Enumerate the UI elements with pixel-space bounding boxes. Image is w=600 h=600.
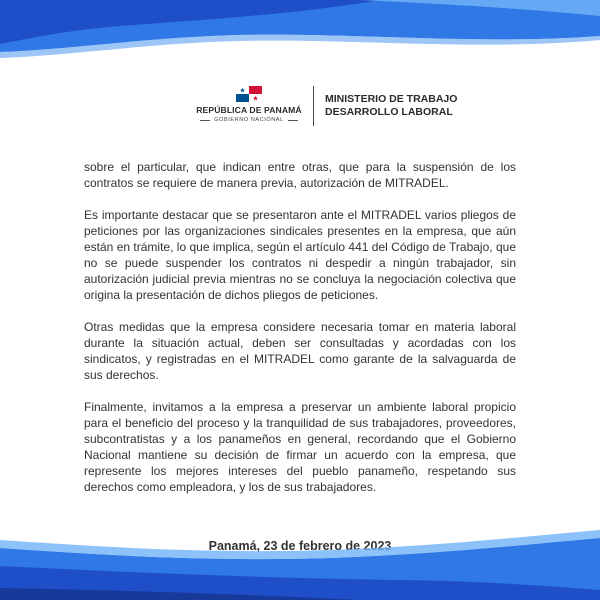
government-subtitle: GOBIERNO NACIONAL: [214, 117, 284, 123]
ministry-line-1: MINISTERIO DE TRABAJO: [325, 93, 458, 105]
ministry-name: [325, 93, 457, 119]
subtitle-rule-right: [288, 120, 298, 121]
government-logo: [192, 86, 306, 123]
statement-date: Panamá, 23 de febrero de 2023: [208, 539, 392, 553]
government-subtitle-row: [192, 117, 306, 123]
bottom-wave-decoration: [0, 528, 600, 600]
header-divider: [313, 86, 314, 126]
statement-body: [84, 159, 516, 511]
document-header: [0, 84, 600, 134]
top-wave-decoration: [0, 0, 600, 70]
subtitle-rule-left: [200, 120, 210, 121]
panama-flag-icon: [236, 86, 262, 102]
paragraph: Es importante destacar que se presentaron ante el MITRADEL varios pliegos de peticiones por las organizaciones sindicales presentes en la empresa, que aún están en trámite, lo que implica, según el artículo 441 del Código de Trabajo, que no se puede suspender los contratos ni despedir a ningún trabajador, sin autorización judicial previa mientras no se concluya la negociación colectiva que origina la presentación de dichos pliegos de peticiones.: [84, 208, 516, 302]
government-name: REPÚBLICA DE PANAMÁ: [196, 105, 302, 115]
paragraph: Otras medidas que la empresa considere necesaria tomar en materia laboral durante la situación actual, deben ser consultadas y acordadas con los sindicatos, y registradas en el MITRADEL como garante de la salvaguarda de sus derechos.: [84, 320, 516, 382]
paragraph: sobre el particular, que indican entre otras, que para la suspensión de los contratos se requiere de manera previa, autorización de MITRADEL.: [84, 160, 516, 190]
ministry-line-2: DESARROLLO LABORAL: [325, 106, 453, 118]
paragraph: Finalmente, invitamos a la empresa a preservar un ambiente laboral propicio para el beneficio del proceso y la tranquilidad de sus trabajadores, proveedores, subcontratistas y a los panameños en general, recordando que el Gobierno Nacional mantiene su decisión de firmar un acuerdo con la empresa, que represente los mejores intereses del pueblo panameño, respetando sus derechos como empleadora, y los de sus trabajadores.: [84, 400, 516, 494]
